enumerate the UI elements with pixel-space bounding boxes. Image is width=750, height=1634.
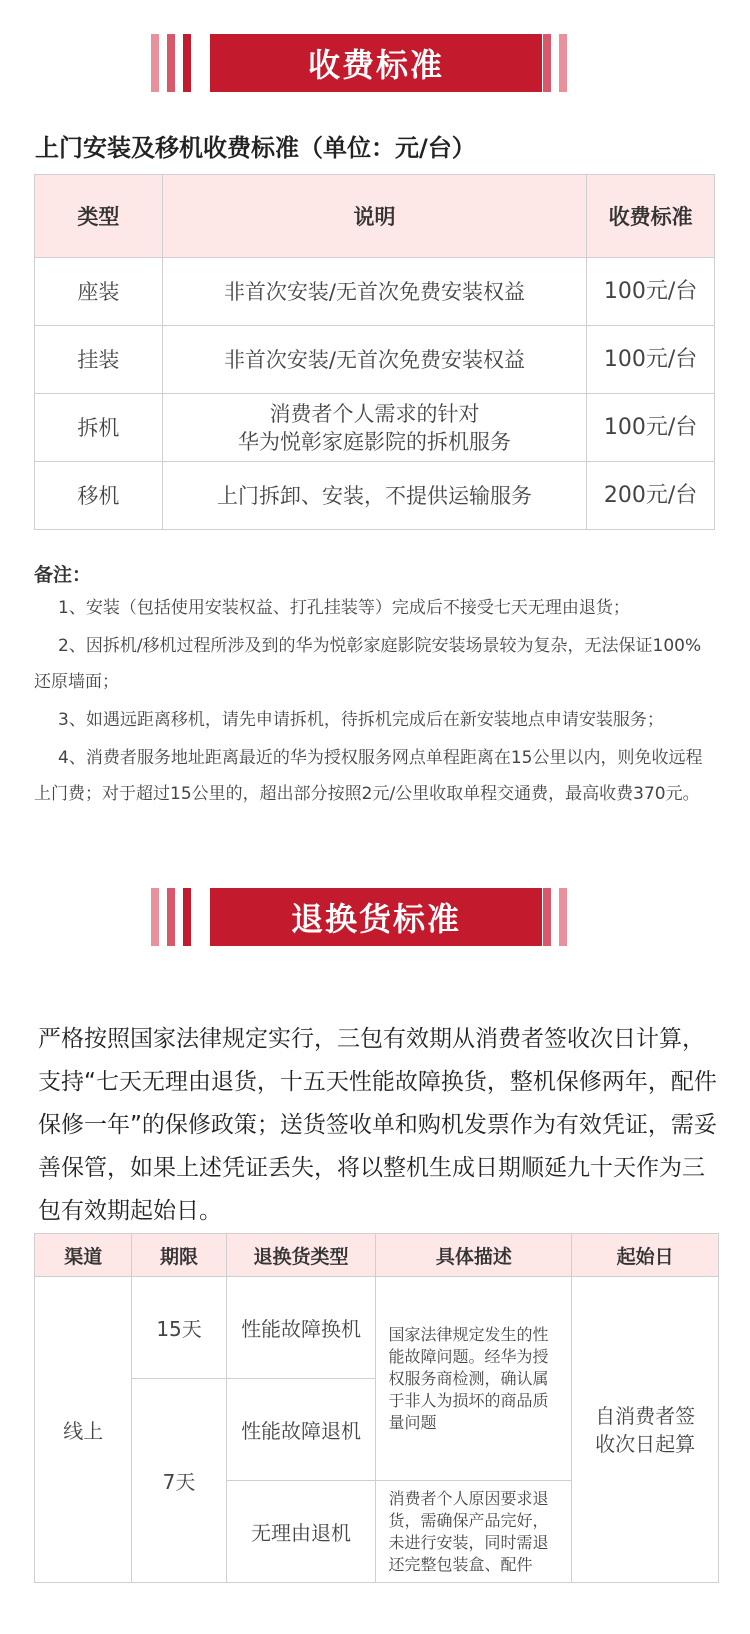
banner-stripe-decor xyxy=(543,34,551,92)
note-item: 1、安装（包括使用安装权益、打孔挂装等）完成后不接受七天无理由退货； xyxy=(58,598,630,618)
row-price: 100元/台 xyxy=(587,258,715,326)
policy-text: 严格按照国家法律规定实行，三包有效期从消费者签收次日计算，支持“七天无理由退货，十五天性能故障换货，整机保修两年，配件保修一年”的保修政策；送货签收单和购机发票作为有效凭证，需妥善保管，如果上述凭证丢失，将以整机生成日期顺延九十天作为三包有效期起始日。 xyxy=(38,1026,717,1224)
banner-stripe-decor xyxy=(559,888,567,946)
notes-title: 备注： xyxy=(34,564,92,586)
row-type: 挂装 xyxy=(35,326,163,394)
row-desc-line: 华为悦彰家庭影院的拆机服务 xyxy=(237,429,511,454)
row-desc-line: 非首次安装/无首次免费安装权益 xyxy=(223,347,526,372)
row-desc xyxy=(162,326,586,394)
cell-channel: 线上 xyxy=(35,1277,132,1583)
banner-fee-standard xyxy=(0,34,750,92)
notes-block xyxy=(34,560,714,812)
cell-period: 15天 xyxy=(132,1277,226,1379)
table-row xyxy=(35,258,715,326)
section-subtitle: 上门安装及移机收费标准（单位：元/台） xyxy=(35,134,476,162)
table-row xyxy=(35,326,715,394)
row-type: 移机 xyxy=(35,462,163,530)
cell-period: 7天 xyxy=(132,1379,226,1583)
policy-paragraph xyxy=(38,1018,718,1233)
banner-title: 退换货标准 xyxy=(210,888,542,946)
cell-start-day: 自消费者签收次日起算 xyxy=(572,1277,719,1583)
row-desc-line: 消费者个人需求的针对 xyxy=(269,401,480,426)
row-type: 座装 xyxy=(35,258,163,326)
header-type: 类型 xyxy=(35,175,163,258)
header-channel: 渠道 xyxy=(35,1234,132,1277)
table-header-row xyxy=(35,1234,719,1277)
banner-stripe-decor xyxy=(151,888,159,946)
header-start-day: 起始日 xyxy=(572,1234,719,1277)
header-return-type: 退换货类型 xyxy=(226,1234,376,1277)
table-row xyxy=(35,1277,719,1379)
row-price: 100元/台 xyxy=(587,394,715,462)
header-description: 具体描述 xyxy=(376,1234,572,1277)
cell-description: 消费者个人原因要求退货，需确保产品完好，未进行安装，同时需退还完整包装盒、配件 xyxy=(376,1481,572,1583)
row-price: 100元/台 xyxy=(587,326,715,394)
note-item: 4、消费者服务地址距离最近的华为授权服务网点单程距离在15公里以内，则免收远程上门费；对于超过15公里的，超出部分按照2元/公里收取单程交通费，最高收费370元。 xyxy=(34,748,703,804)
banner-stripe-decor xyxy=(543,888,551,946)
banner-return-standard xyxy=(0,888,750,946)
banner-stripe-decor xyxy=(183,888,191,946)
header-period: 期限 xyxy=(132,1234,226,1277)
return-table xyxy=(34,1233,719,1583)
header-desc: 说明 xyxy=(162,175,586,258)
row-desc-line: 非首次安装/无首次免费安装权益 xyxy=(223,279,526,304)
cell-return-type: 性能故障换机 xyxy=(226,1277,376,1379)
banner-stripe-decor xyxy=(527,34,535,92)
note-item: 3、如遇远距离移机，请先申请拆机，待拆机完成后在新安装地点申请安装服务； xyxy=(58,710,664,730)
cell-return-type: 无理由退机 xyxy=(226,1481,376,1583)
row-desc xyxy=(162,394,586,462)
banner-title: 收费标准 xyxy=(210,34,542,92)
banner-stripe-decor xyxy=(167,34,175,92)
row-desc xyxy=(162,258,586,326)
row-price: 200元/台 xyxy=(587,462,715,530)
row-desc xyxy=(162,462,586,530)
fee-table xyxy=(34,174,715,530)
cell-return-type: 性能故障退机 xyxy=(226,1379,376,1481)
row-type: 拆机 xyxy=(35,394,163,462)
banner-stripe-decor xyxy=(183,34,191,92)
banner-stripe-decor xyxy=(527,888,535,946)
header-price: 收费标准 xyxy=(587,175,715,258)
banner-stripe-decor xyxy=(151,34,159,92)
banner-stripe-decor xyxy=(559,34,567,92)
row-desc-line: 上门拆卸、安装，不提供运输服务 xyxy=(216,483,532,508)
table-row xyxy=(35,394,715,462)
note-item: 2、因拆机/移机过程所涉及到的华为悦彰家庭影院安装场景较为复杂，无法保证100%还原墙面； xyxy=(34,636,702,692)
table-header-row xyxy=(35,175,715,258)
banner-stripe-decor xyxy=(167,888,175,946)
cell-description: 国家法律规定发生的性能故障问题。经华为授权服务商检测，确认属于非人为损坏的商品质量问题 xyxy=(376,1277,572,1481)
table-row xyxy=(35,462,715,530)
